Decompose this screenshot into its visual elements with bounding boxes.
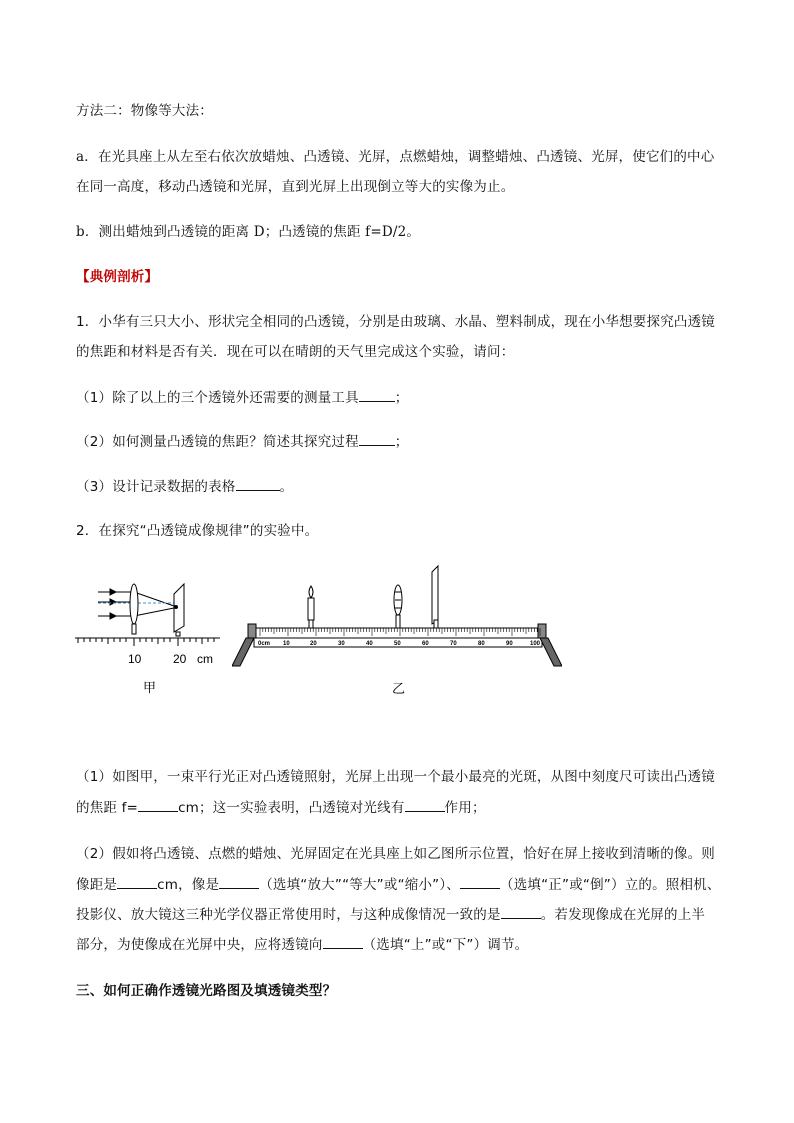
light-spot bbox=[174, 605, 178, 609]
bench-label-100: 100 bbox=[530, 641, 541, 647]
q1-sub3-text: （3）设计记录数据的表格 bbox=[76, 479, 236, 495]
method2-title: 方法二：物像等大法： bbox=[76, 103, 213, 119]
tick-label-10: 10 bbox=[128, 652, 142, 666]
q2-sub1-text-a: 的焦距 f= bbox=[76, 800, 139, 816]
optical-bench-top bbox=[254, 628, 542, 638]
bench-label-60: 60 bbox=[422, 641, 429, 647]
figure-jia bbox=[70, 570, 230, 700]
answer-blank[interactable] bbox=[236, 476, 280, 491]
q1-sub1-end: ； bbox=[394, 390, 409, 406]
answer-blank[interactable] bbox=[323, 934, 363, 949]
q1-intro-line1: 1．小华有三只大小、形状完全相同的凸透镜，分别是由玻璃、水晶、塑料制成，现在小华想要探究凸透镜 bbox=[76, 314, 715, 330]
answer-blank[interactable] bbox=[359, 431, 395, 446]
bench-label-80: 80 bbox=[478, 641, 485, 647]
q2-sub2-text-f: 。若发现像成在光屏的上半 bbox=[540, 907, 706, 923]
answer-blank[interactable] bbox=[359, 387, 395, 402]
q2-sub2-text-a: 像距是 bbox=[76, 877, 118, 893]
bench-label-50: 50 bbox=[394, 641, 401, 647]
q2-sub2-line4 bbox=[76, 934, 726, 955]
q1-sub2 bbox=[76, 431, 726, 452]
bench-label-10: 10 bbox=[283, 641, 290, 647]
bench-label-70: 70 bbox=[450, 641, 457, 647]
method2-step-a-line2: 在同一高度，移动凸透镜和光屏，直到光屏上出现倒立等大的实像为止。 bbox=[76, 179, 515, 195]
section3-heading: 三、如何正确作透镜光路图及填透镜类型？ bbox=[76, 983, 337, 999]
figure-yi bbox=[232, 562, 562, 702]
q2-sub2-text-d: （选填“正”或“倒”）立的。照相机、 bbox=[500, 877, 721, 893]
q1-sub1 bbox=[76, 387, 726, 408]
q2-sub2-text-c: （选填“放大”“等大”或“缩小”）、 bbox=[259, 877, 461, 893]
convex-lens bbox=[130, 584, 138, 624]
q2-sub2-text-g: 部分，为使像成在光屏中央，应将透镜向 bbox=[76, 937, 323, 953]
candle bbox=[308, 586, 314, 628]
bench-label-90: 90 bbox=[506, 641, 513, 647]
q1-sub3 bbox=[76, 476, 726, 497]
lens-stand bbox=[132, 624, 136, 634]
bench-leg-left bbox=[232, 638, 254, 666]
bench-label-30: 30 bbox=[338, 641, 345, 647]
answer-blank[interactable] bbox=[117, 874, 157, 889]
screen-on-bench bbox=[432, 566, 438, 628]
screen-stand bbox=[176, 632, 180, 636]
q2-sub2-text-b: cm，像是 bbox=[157, 877, 220, 893]
q2-sub2-line3 bbox=[76, 904, 726, 925]
bench-leg-right bbox=[540, 638, 562, 666]
q2-sub2-line1: （2）假如将凸透镜、点燃的蜡烛、光屏固定在光具座上如乙图所示位置，恰好在屏上接收到清晰的像。则 bbox=[76, 846, 715, 862]
unit-label: cm bbox=[197, 652, 213, 666]
answer-blank[interactable] bbox=[219, 874, 259, 889]
q1-sub2-text: （2）如何测量凸透镜的焦距？简述其探究过程 bbox=[76, 434, 359, 450]
tick-label-20: 20 bbox=[173, 652, 187, 666]
method2-step-b: b．测出蜡烛到凸透镜的距离 D；凸透镜的焦距 f=D/2。 bbox=[76, 224, 421, 240]
figure-jia-caption: 甲 bbox=[143, 680, 157, 695]
bench-label-0: 0cm bbox=[258, 641, 271, 647]
q1-sub2-end: ； bbox=[394, 434, 409, 450]
bench-end-right bbox=[538, 624, 546, 638]
q1-sub3-end: 。 bbox=[279, 479, 294, 495]
q1-intro-line2: 的焦距和材料是否有关．现在可以在晴朗的天气里完成这个实验，请问： bbox=[76, 344, 515, 360]
bench-label-20: 20 bbox=[310, 641, 317, 647]
answer-blank[interactable] bbox=[405, 797, 445, 812]
bench-end-left bbox=[248, 624, 256, 638]
answer-blank[interactable] bbox=[501, 904, 541, 919]
lens-on-bench bbox=[394, 585, 402, 628]
q2-sub2-text-e: 投影仪、放大镜这三种光学仪器正常使用时，与这种成像情况一致的是 bbox=[76, 907, 501, 923]
q2-sub1-line1: （1）如图甲，一束平行光正对凸透镜照射，光屏上出现一个最小最亮的光斑，从图中刻度尺可读出凸透镜 bbox=[76, 769, 715, 785]
answer-blank[interactable] bbox=[460, 874, 500, 889]
method2-step-a-line1: a．在光具座上从左至右依次放蜡烛、凸透镜、光屏，点燃蜡烛，调整蜡烛、凸透镜、光屏，使它们的中心 bbox=[76, 149, 715, 165]
q2-sub2-text-h: （选填“上”或“下”）调节。 bbox=[362, 937, 529, 953]
q2-sub1-text-c: 作用； bbox=[444, 800, 486, 816]
q2-sub1-line2 bbox=[76, 797, 726, 818]
answer-blank[interactable] bbox=[138, 797, 178, 812]
q2-sub1-text-b: cm；这一实验表明，凸透镜对光线有 bbox=[178, 800, 405, 816]
q2-sub2-line2 bbox=[76, 874, 726, 895]
figure-yi-caption: 乙 bbox=[392, 681, 406, 696]
q2-intro: 2．在探究“凸透镜成像规律”的实验中。 bbox=[76, 523, 319, 539]
ruler-ticks bbox=[78, 638, 214, 646]
bench-label-40: 40 bbox=[366, 641, 373, 647]
section-example-heading: 【典例剖析】 bbox=[76, 269, 159, 285]
q1-sub1-text: （1）除了以上的三个透镜外还需要的测量工具 bbox=[76, 390, 359, 406]
